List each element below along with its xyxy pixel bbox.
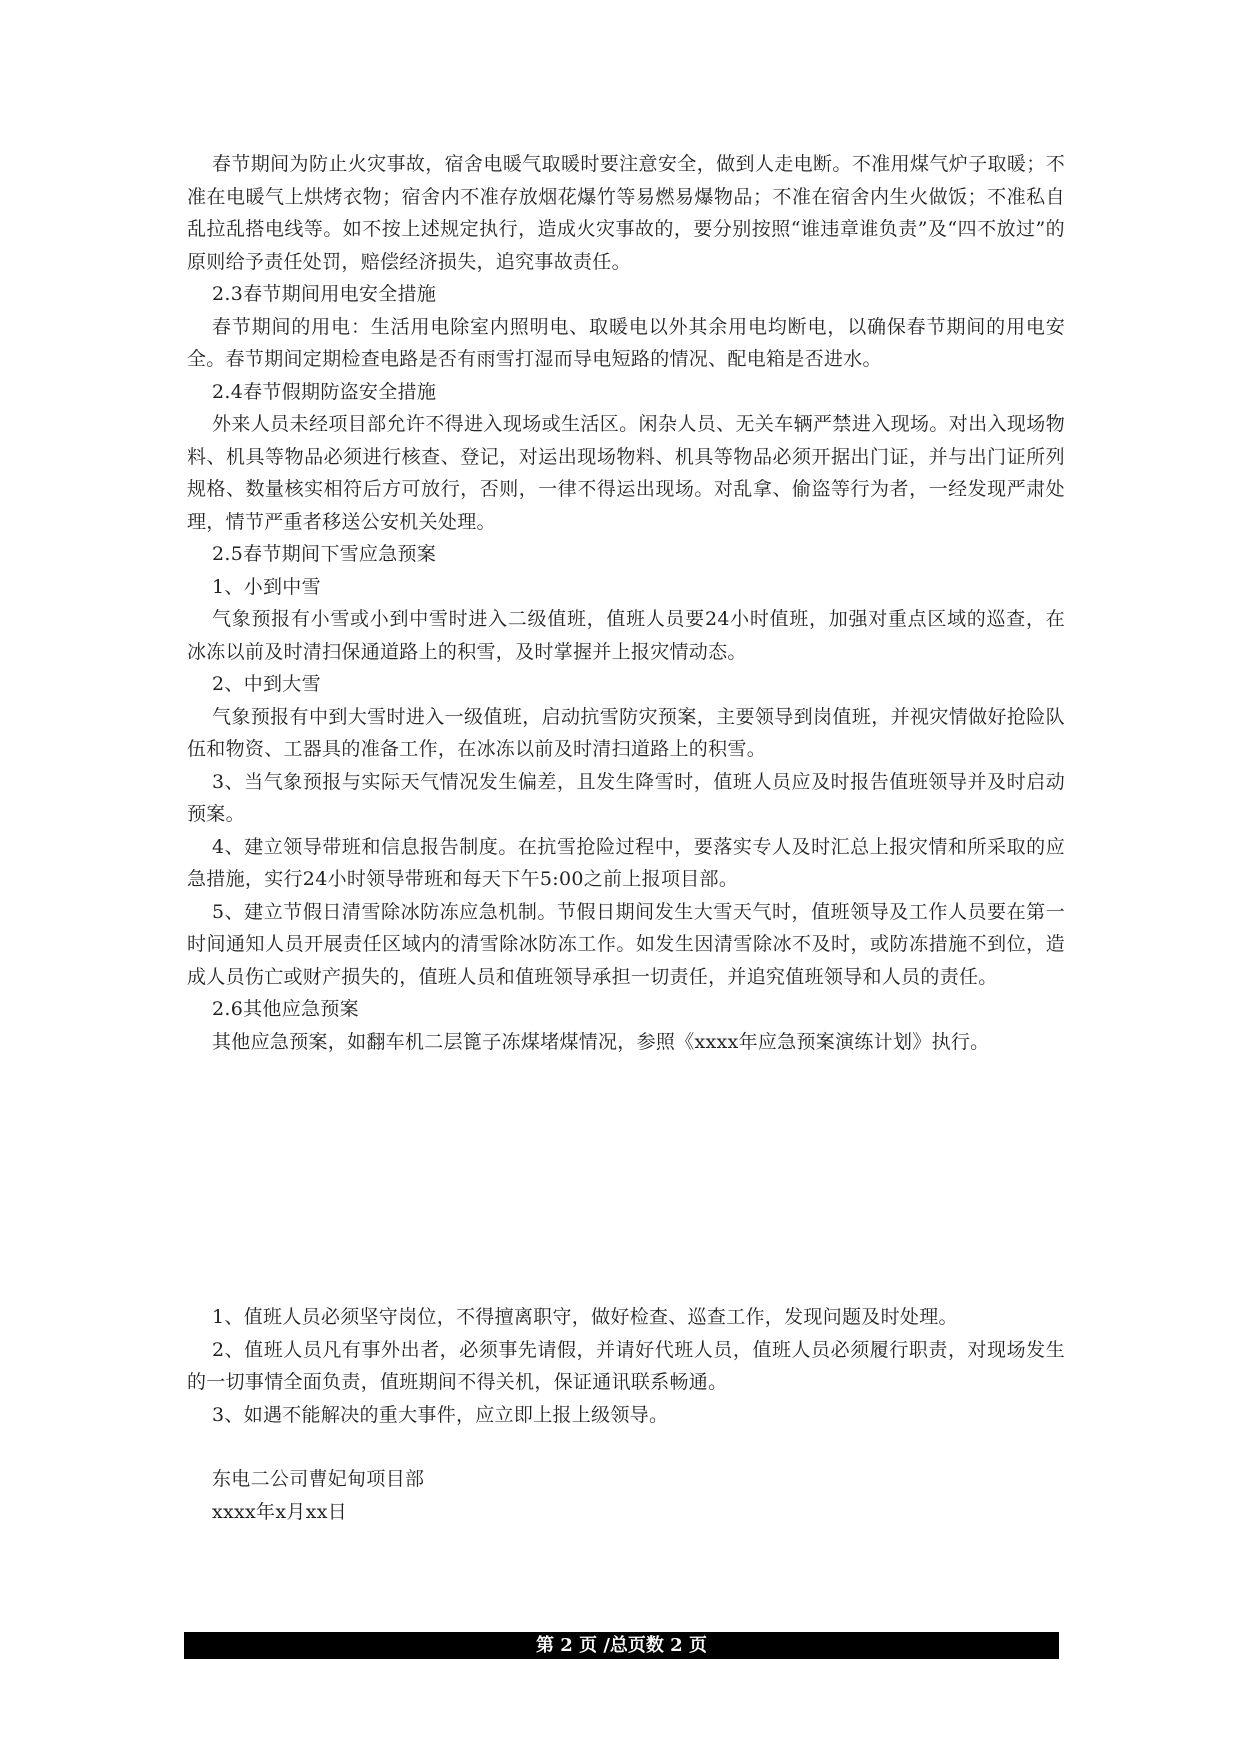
subsection-heading: 2、中到大雪 <box>212 673 321 695</box>
subsection-heading: 1、小到中雪 <box>212 575 321 598</box>
duty-rule-item: 2、值班人员凡有事外出者，必须事先请假，并请好代班人员，值班人员必须履行职责，对现场发生的一切事情全面负责，值班期间不得关机，保证通讯联系畅通。 <box>187 1338 1065 1393</box>
section-heading: 2.6其他应急预案 <box>212 998 359 1020</box>
duty-rule-item: 3、如遇不能解决的重大事件，应立即上报上级领导。 <box>212 1403 669 1426</box>
section-heading: 2.3春节期间用电安全措施 <box>212 283 437 305</box>
section-heading: 2.5春节期间下雪应急预案 <box>212 543 437 565</box>
paragraph: 其他应急预案，如翻车机二层篦子冻煤堵煤情况，参照《xxxx年应急预案演练计划》执行。 <box>212 1030 990 1053</box>
list-item: 5、建立节假日清雪除冰防冻应急机制。节假日期间发生大雪天气时，值班领导及工作人员要在第一时间通知人员开展责任区域内的清雪除冰防冻工作。如发生因清雪除冰不及时，或防冻措施不到位，造成人员伤亡或财产损失的，值班人员和值班领导承担一切责任，并追究值班领导和人员的责任。 <box>187 900 1065 988</box>
blank-space <box>187 1058 1065 1301</box>
document-body <box>187 148 1065 1528</box>
page-footer <box>184 1632 1059 1659</box>
signature-organization: 东电二公司曹妃甸项目部 <box>212 1468 425 1490</box>
paragraph: 春节期间的用电：生活用电除室内照明电、取暖电以外其余用电均断电，以确保春节期间的用电安全。春节期间定期检查电路是否有雨雪打湿而导电短路的情况、配电箱是否进水。 <box>187 315 1065 370</box>
list-item: 3、当气象预报与实际天气情况发生偏差，且发生降雪时，值班人员应及时报告值班领导并及时启动预案。 <box>187 770 1065 825</box>
paragraph: 外来人员未经项目部允许不得进入现场或生活区。闲杂人员、无关车辆严禁进入现场。对出入现场物料、机具等物品必须进行核查、登记，对运出现场物料、机具等物品必须开据出门证，并与出门证所列规格、数量核实相符后方可放行，否则，一律不得运出现场。对乱拿、偷盗等行为者，一经发现严肃处理，情节严重者移送公安机关处理。 <box>187 413 1065 533</box>
paragraph: 春节期间为防止火灾事故，宿舍电暖气取暖时要注意安全，做到人走电断。不准用煤气炉子取暖；不准在电暖气上烘烤衣物；宿舍内不准存放烟花爆竹等易燃易爆物品；不准在宿舍内生火做饭；不准私自乱拉乱搭电线等。如不按上述规定执行，造成火灾事故的，要分别按照“谁违章谁负责”及“四不放过”的原则给予责任处罚，赔偿经济损失，追究事故责任。 <box>187 153 1065 273</box>
signature-date: xxxx年x月xx日 <box>212 1500 348 1523</box>
blank-space <box>187 1431 1065 1463</box>
section-heading: 2.4春节假期防盗安全措施 <box>212 380 437 403</box>
page-number-label: 第 2 页 /总页数 2 页 <box>536 1635 707 1656</box>
duty-rule-item: 1、值班人员必须坚守岗位，不得擅离职守，做好检查、巡查工作，发现问题及时处理。 <box>212 1306 958 1328</box>
paragraph: 气象预报有中到大雪时进入一级值班，启动抗雪防灾预案，主要领导到岗值班，并视灾情做好抢险队伍和物资、工器具的准备工作，在冰冻以前及时清扫道路上的积雪。 <box>187 705 1065 760</box>
list-item: 4、建立领导带班和信息报告制度。在抗雪抢险过程中，要落实专人及时汇总上报灾情和所采取的应急措施，实行24小时领导带班和每天下午5:00之前上报项目部。 <box>187 835 1065 890</box>
paragraph: 气象预报有小雪或小到中雪时进入二级值班，值班人员要24小时值班，加强对重点区域的巡查，在冰冻以前及时清扫保通道路上的积雪，及时掌握并上报灾情动态。 <box>187 608 1065 663</box>
